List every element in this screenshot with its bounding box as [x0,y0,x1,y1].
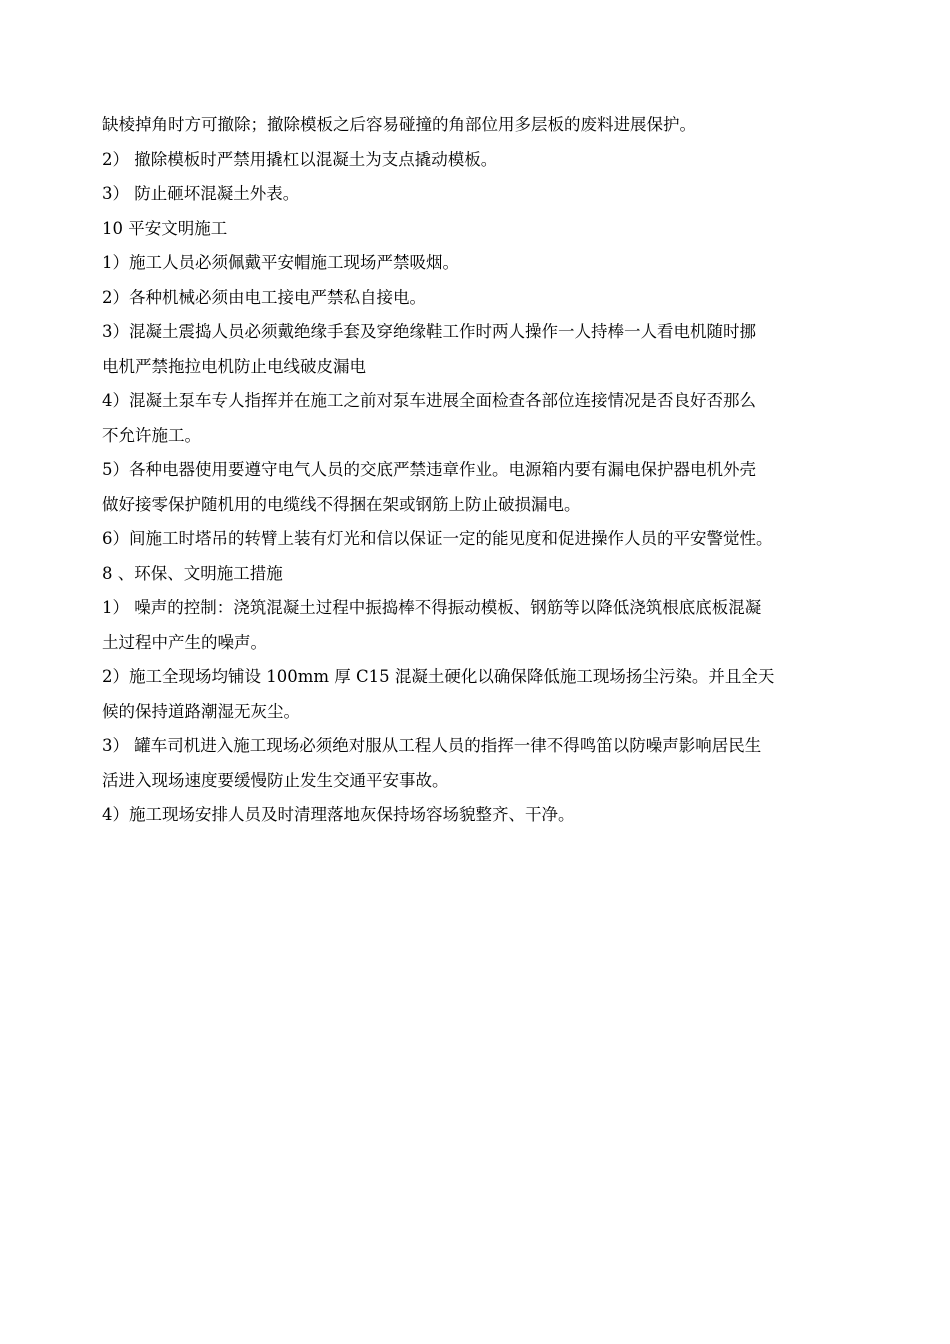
text-line: 电机严禁拖拉电机防止电线破皮漏电 [102,356,366,376]
text-line: 1）施工人员必须佩戴平安帽施工现场严禁吸烟。 [102,253,459,272]
text-line: 1） 噪声的控制：浇筑混凝土过程中振捣棒不得振动模板、钢筋等以降低浇筑根底底板混凝 [102,598,762,617]
text-line: 4）施工现场安排人员及时清理落地灰保持场容场貌整齐、干净。 [102,805,575,824]
text-line: 不允许施工。 [102,425,201,445]
text-line: 活进入现场速度要缓慢防止发生交通平安事故。 [102,770,449,790]
text-line: 2） 撤除模板时严禁用撬杠以混凝土为支点撬动模板。 [102,149,498,169]
text-line: 6）间施工时塔吊的转臂上装有灯光和信以保证一定的能见度和促进操作人员的平安警觉性。 [102,529,773,548]
text-line: 缺棱掉角时方可撤除；撤除模板之后容易碰撞的角部位用多层板的废料进展保护。 [102,115,696,134]
text-line: 做好接零保护随机用的电缆线不得捆在架或钢筋上防止破损漏电。 [102,494,581,514]
text-line: 2）各种机械必须由电工接电严禁私自接电。 [102,287,426,307]
text-line: 3）混凝土震捣人员必须戴绝缘手套及穿绝缘鞋工作时两人操作一人持棒一人看电机随时挪 [102,322,756,341]
text-line: 5）各种电器使用要遵守电气人员的交底严禁违章作业。电源箱内要有漏电保护器电机外壳 [102,460,756,479]
text-line: 土过程中产生的噪声。 [102,632,267,652]
section-heading: 10 平安文明施工 [102,218,228,238]
document-body [102,108,872,833]
text-line: 3） 防止砸坏混凝土外表。 [102,184,300,203]
text-line: 4）混凝土泵车专人指挥并在施工之前对泵车进展全面检查各部位连接情况是否良好否那么 [102,391,756,410]
text-line: 2）施工全现场均铺设 100mm 厚 C15 混凝土硬化以确保降低施工现场扬尘污染。并且全天 [102,667,775,686]
section-heading: 8 、环保、文明施工措施 [102,563,283,583]
text-line: 候的保持道路潮湿无灰尘。 [102,701,300,721]
text-line: 3） 罐车司机进入施工现场必须绝对服从工程人员的指挥一律不得鸣笛以防噪声影响居民生 [102,736,762,755]
